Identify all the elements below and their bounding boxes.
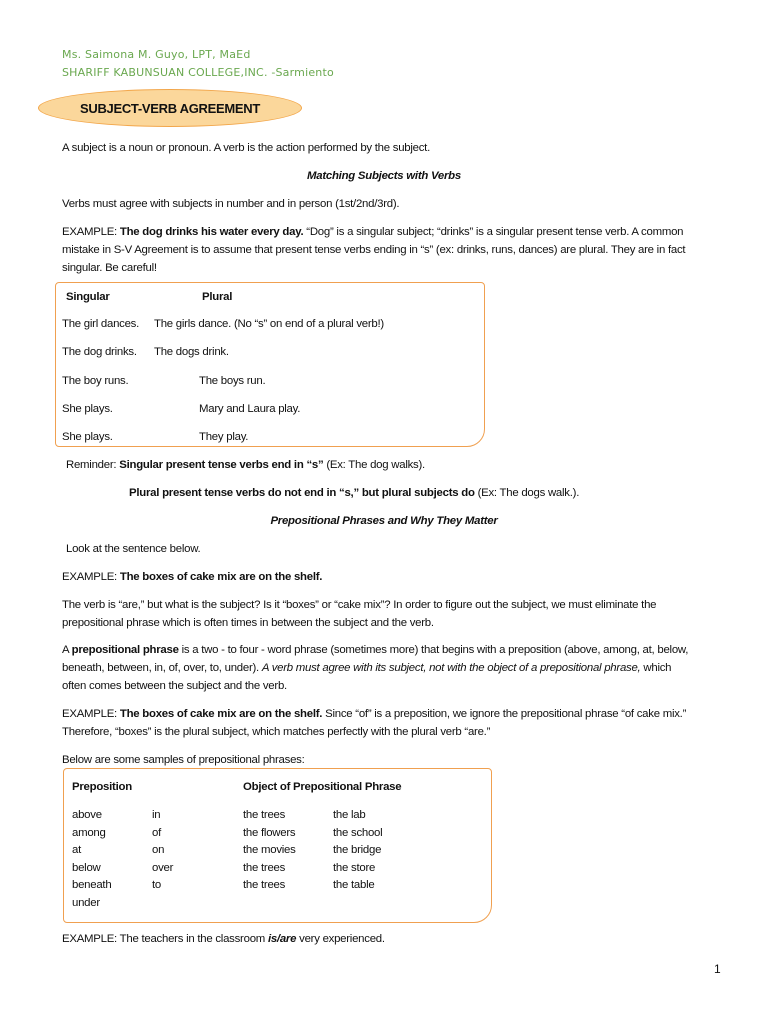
preposition-cell: to [152,879,161,891]
singular-cell: She plays. [62,431,113,443]
singular-example: (Ex: The dog walks). [323,459,425,471]
object-cell: the trees [243,809,286,821]
prep-def-rest: is a two - to four - word phrase (sometimes more) that begins with a preposition (above, among, at, below, [178,644,689,656]
verb-choice: is/are [267,933,297,945]
preposition-cell: under [72,897,100,909]
object-cell: the trees [243,862,286,874]
agreement-rule: Verbs must agree with subjects in number and in person (1st/2nd/3rd). [62,198,400,210]
page-title: SUBJECT-VERB AGREEMENT [80,100,260,116]
object-cell: the movies [243,844,296,856]
preposition-cell: over [152,862,174,874]
samples-intro: Below are some samples of prepositional phrases: [62,754,305,766]
object-cell: the bridge [333,844,382,856]
example1-explanation: “Dog” is a singular subject; “drinks” is a singular present tense verb. A common [303,226,684,238]
plural-cell: The girls dance. (No “s” on end of a plural verb!) [154,318,384,330]
plural-reminder-line [129,484,579,502]
plural-cell: The dogs drink. [154,346,229,358]
example3-line2: Therefore, “boxes” is the plural subject, which matches perfectly with the plural verb “are.” [62,726,491,738]
preposition-cell: above [72,809,102,821]
example1-line2: mistake in S-V Agreement is to assume that present tense verbs ending in “s” (ex: drinks, runs, dances) are plural. They are in fact [62,244,686,256]
example-label: EXAMPLE: The teachers in the classroom [62,933,268,945]
singular-cell: The dog drinks. [62,346,137,358]
reminder-label: Reminder: [66,459,120,471]
object-cell: the store [333,862,376,874]
object-cell: the trees [243,879,286,891]
singular-cell: The boy runs. [62,375,129,387]
prep-def-rule: A verb must agree with its subject, not with the object of a prepositional phrase, [261,662,641,674]
object-cell: the table [333,879,375,891]
prep-def-term: prepositional phrase [71,644,179,656]
preposition-cell: at [72,844,81,856]
intro-text: A subject is a noun or pronoun. A verb is the action performed by the subject. [62,142,431,154]
example1-line3: singular. Be careful! [62,262,157,274]
singular-cell: The girl dances. [62,318,140,330]
header-plural: Plural [202,291,233,303]
prep-def-end: which [640,662,672,674]
prep-def-examples: beneath, between, in, of, over, to, under). [62,662,262,674]
prep-def-article: A [62,644,72,656]
plural-example: (Ex: The dogs walk.). [474,487,580,499]
plural-cell: The boys run. [199,375,266,387]
prep-def-line3: often comes between the subject and the verb. [62,680,287,692]
look-below-text: Look at the sentence below. [66,543,201,555]
example4-rest: very experienced. [296,933,385,945]
header-object: Object of Prepositional Phrase [243,781,402,793]
singular-plural-table [55,282,485,447]
example-label: EXAMPLE: [62,571,120,583]
plural-cell: Mary and Laura play. [199,403,301,415]
school-line: SHARIFF KABUNSUAN COLLEGE,INC. -Sarmiento [62,66,334,79]
prep-def-line2 [62,659,671,677]
object-cell: the lab [333,809,366,821]
header-preposition: Preposition [72,781,132,793]
preposition-cell: in [152,809,161,821]
object-cell: the flowers [243,827,296,839]
singular-rule: Singular present tense verbs end in “s” [119,459,324,471]
preposition-cell: of [152,827,161,839]
example-sentence: The boxes of cake mix are on the shelf. [119,571,323,583]
example3-explanation: Since “of” is a preposition, we ignore the prepositional phrase “of cake mix.” [322,708,687,720]
example1-line1 [62,223,683,241]
author-line: Ms. Saimona M. Guyo, LPT, MaEd [62,48,251,61]
preposition-cell: among [72,827,106,839]
plural-rule: Plural present tense verbs do not end in “s,” but plural subjects do [129,487,475,499]
reminder-line [66,456,425,474]
header-singular: Singular [66,291,110,303]
example-label: EXAMPLE: [62,708,120,720]
title-banner [38,89,302,127]
prep-def-line1 [62,641,688,659]
singular-cell: She plays. [62,403,113,415]
preposition-cell: on [152,844,165,856]
verb-question-line1: The verb is “are,” but what is the subject? Is it “boxes” or “cake mix”? In order to figure out the subject, we must eliminate the [62,599,657,611]
object-cell: the school [333,827,383,839]
preposition-cell: below [72,862,101,874]
plural-cell: They play. [199,431,249,443]
example-sentence: The boxes of cake mix are on the shelf. [119,708,323,720]
example-sentence: The dog drinks his water every day. [119,226,304,238]
example3-line1 [62,705,686,723]
section-heading-prepositional: Prepositional Phrases and Why They Matter [270,515,498,527]
page-number: 1 [714,962,721,976]
example2-line [62,568,322,586]
section-heading-matching: Matching Subjects with Verbs [307,170,461,182]
preposition-cell: beneath [72,879,112,891]
verb-question-line2: prepositional phrase which is often times in between the subject and the verb. [62,617,434,629]
example4-line [62,930,385,948]
example-label: EXAMPLE: [62,226,120,238]
